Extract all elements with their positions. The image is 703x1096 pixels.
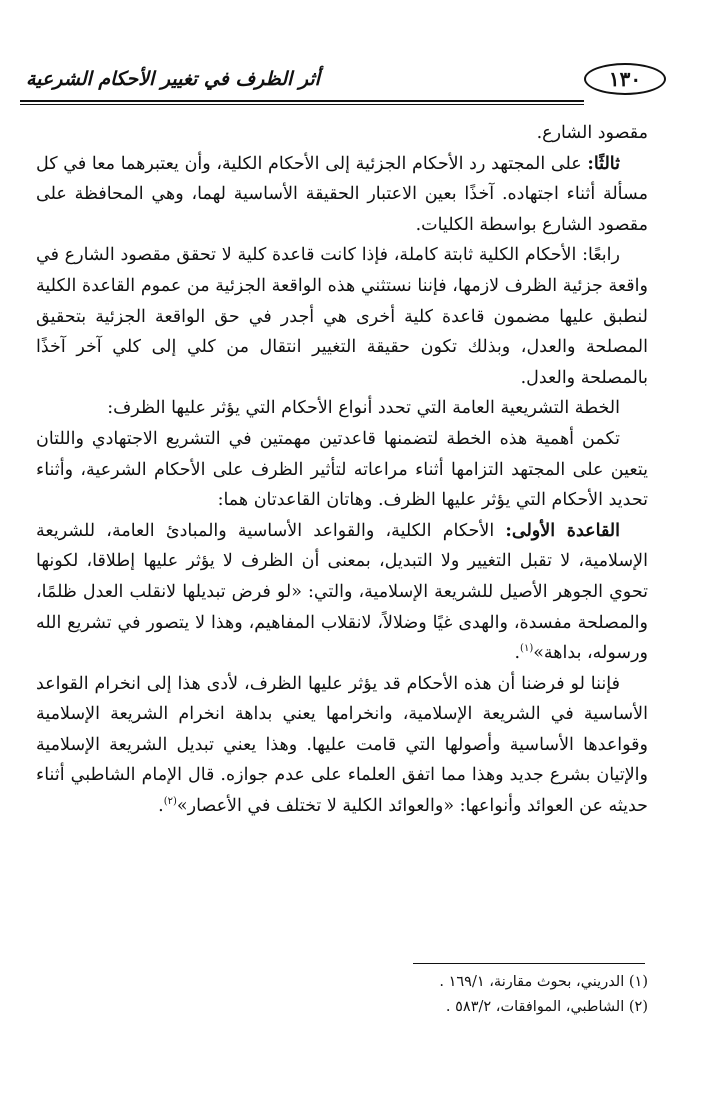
page-number: ١٣٠ (584, 63, 666, 95)
section-heading: الخطة التشريعية العامة التي تحدد أنواع الأحكام التي يؤثر عليها الظرف: (107, 398, 620, 419)
paragraph-lead: ثالثًا: (587, 153, 620, 174)
running-title: أثر الظرف في تغيير الأحكام الشرعية (26, 68, 320, 90)
paragraph: ثالثًا: على المجتهد رد الأحكام الجزئية إلى الأحكام الكلية، وأن يعتبرهما معا في كل مسألة أثناء اجتهاده. آخذًا بعين الاعتبار الحقيقة الأساسية لهما، وهي المحافظة على مقصود الشارع بواسطة الكليات. (36, 153, 648, 235)
footnotes (36, 970, 648, 1020)
paragraph: مقصود الشارع. (536, 123, 648, 143)
footnote-ref[interactable]: (١) (520, 643, 534, 655)
body-text (36, 118, 648, 822)
footnote-ref[interactable]: (٢) (163, 796, 177, 808)
paragraph: القاعدة الأولى: الأحكام الكلية، والقواعد الأساسية والمبادئ العامة، للشريعة الإسلامية، لا تقبل التغيير ولا التبديل، بمعنى أن الظرف لا يؤثر عليها إطلاقا، لكونها تحوي الجوهر الأصيل للشريعة الإسلامية، والتي: «لو فرض تبديلها لانقلب العدل ظلمًا، والمصلحة مفسدة، والهدى غيًا وضلالاً، لانقلاب المفاهيم، وهذا لا يتصور في تشريع الله ورسوله، بداهة»$^{(١)}$. (36, 520, 648, 664)
footnote: (٢) الشاطبي، الموافقات، ٥٨٣/٢ . (445, 999, 648, 1015)
paragraph: تكمن أهمية هذه الخطة لتضمنها قاعدتين مهمتين في التشريع الاجتهادي واللتان يتعين على المجتهد التزامها أثناء مراعاته لتأثير الظرف على الأحكام الشرعية، وأثناء تحديد الأحكام التي يؤثر عليها الظرف. وهاتان القاعدتان هما: (36, 428, 648, 511)
footnote-separator (413, 963, 645, 964)
paragraph-lead: القاعدة الأولى: (505, 520, 620, 541)
footnote: (١) الدريني، بحوث مقارنة، ١٦٩/١ . (439, 974, 648, 990)
header-rule-thin (20, 104, 584, 105)
header-rule (20, 100, 584, 102)
page-header (20, 60, 680, 104)
paragraph: رابعًا: الأحكام الكلية ثابتة كاملة، فإذا كانت قاعدة كلية لا تحقق مقصود الشارع في واقعة جزئية الظرف لازمها، فإننا نستثني هذه الواقعة الجزئية من عموم القاعدة الكلية لنطبق عليها مضمون قاعدة كلية أخرى هي أجدر في حق الواقعة الجزئية بتحقيق المصلحة والعدل، وبذلك تكون حقيقة التغيير انتقال من كلي إلى كلي آخر آخذًا بالمصلحة والعدل. (36, 245, 648, 388)
paragraph: فإننا لو فرضنا أن هذه الأحكام قد يؤثر عليها الظرف، لأدى هذا إلى انخرام القواعد الأساسية في الشريعة الإسلامية، وانخرامها يعني بداهة انخرام الشريعة الإسلامية وقواعدها الأساسية وأصولها التي قامت عليها. وهذا يعني تبديل الشريعة الإسلامية والإتيان بشرع جديد وهذا مما اتفق العلماء على عدم جوازه. قال الإمام الشاطبي أثناء حديثه عن العوائد وأنواعها: «والعوائد الكلية لا تختلف في الأعصار»$^{(٢)}$. (36, 673, 648, 817)
